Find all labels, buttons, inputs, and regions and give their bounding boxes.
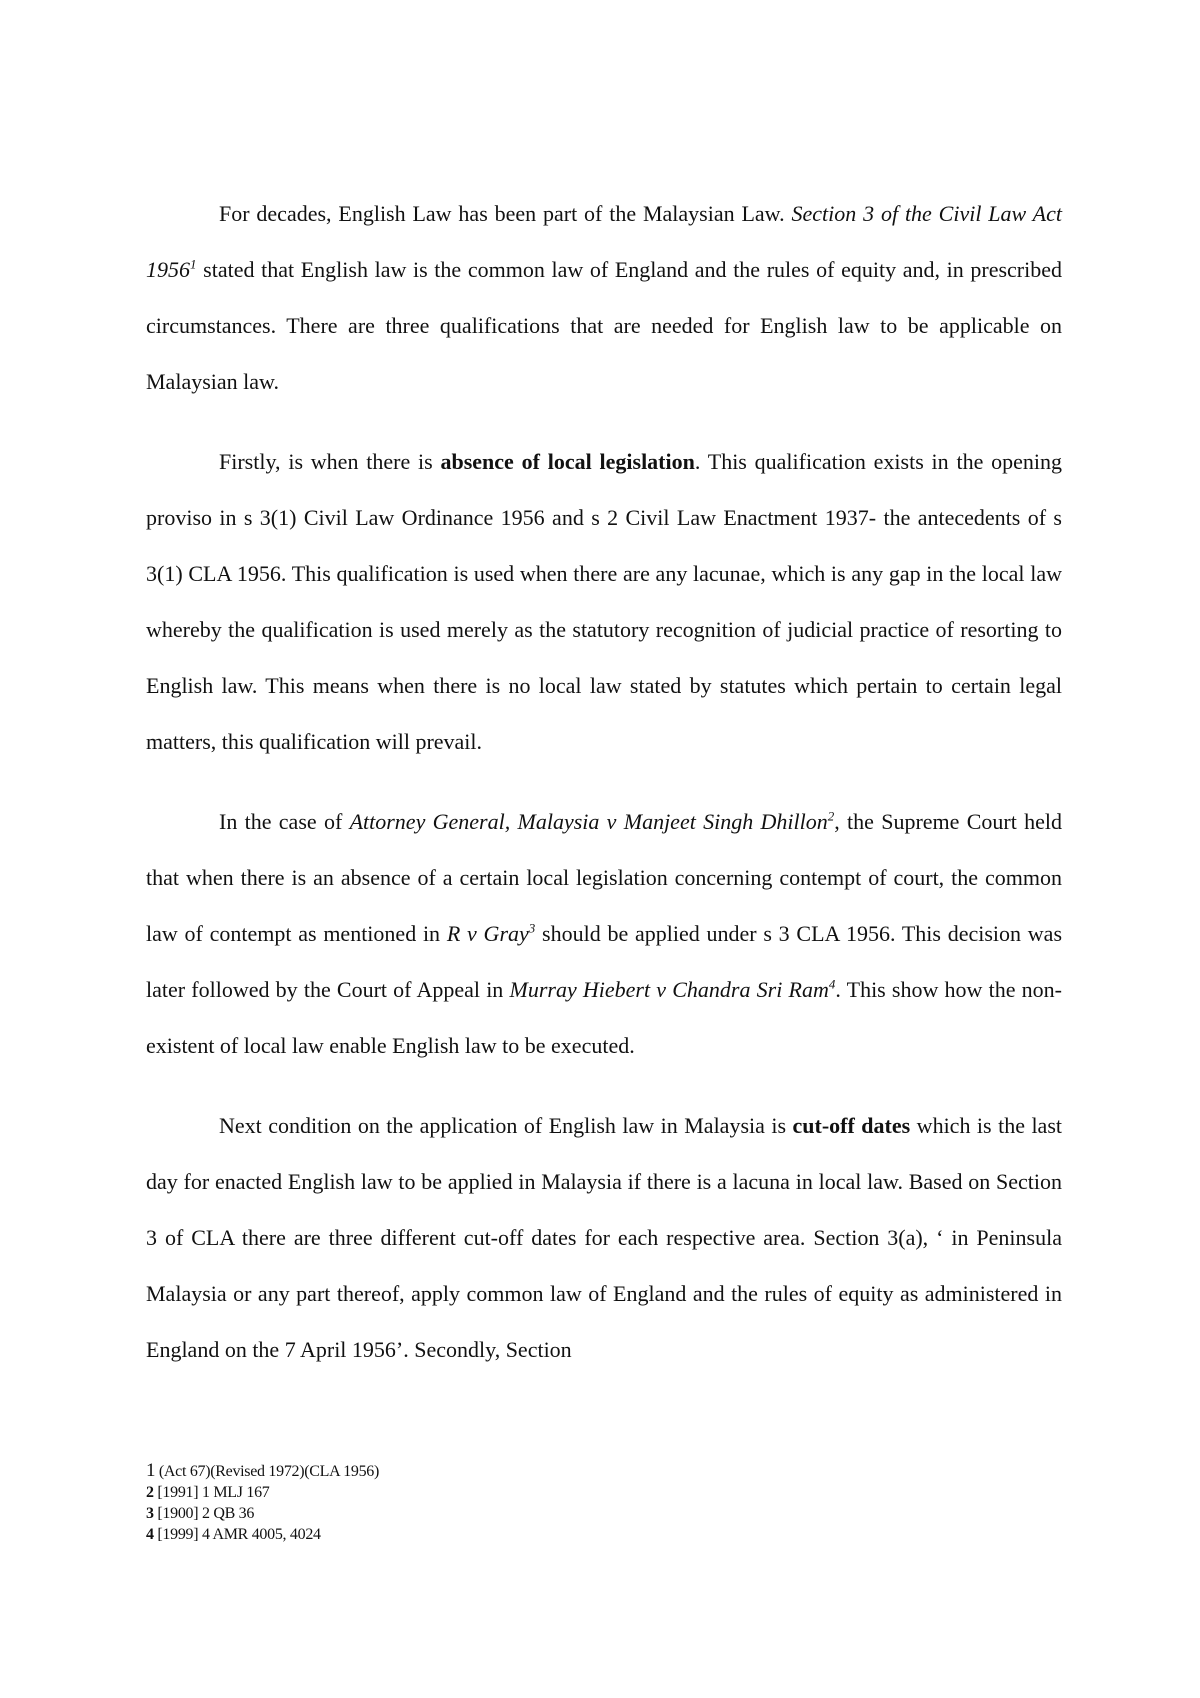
footnote-text: [1900] 2 QB 36	[153, 1505, 255, 1522]
footnotes	[146, 1460, 1046, 1545]
footnote-text: [1991] 1 MLJ 167	[153, 1484, 270, 1501]
footnote-ref-1[interactable]: 1	[190, 256, 197, 272]
footnote-ref-4[interactable]: 4	[828, 976, 836, 992]
footnote-text: (Act 67)(Revised 1972)(CLA 1956)	[155, 1463, 380, 1480]
footnote-2	[146, 1482, 1046, 1503]
text-run: For decades, English Law has been part of the Malaysian Law.	[219, 201, 792, 226]
text-run: stated that English law is the common law of England and the rules of equity and, in prescribed circumstances. There are three qualifications that are needed for English law to be applicable on Malaysian law.	[146, 257, 1062, 394]
footnote-number: 4	[146, 1526, 154, 1543]
text-run: Next condition on the application of English law in Malaysia is	[219, 1113, 793, 1138]
text-run: . This qualification exists in the opening proviso in s 3(1) Civil Law Ordinance 1956 and s 2 Civil Law Enactment 1937- the antecedents of s 3(1) CLA 1956. This qualification is used when there are any lacunae, which is any gap in the local law whereby the qualification is used merely as the statutory recognition of judicial practice of resorting to English law. This means when there is no local law stated by statutes which pertain to certain legal matters, this qualification will prevail.	[146, 449, 1063, 754]
footnote-ref-3[interactable]: 3	[528, 920, 536, 936]
footnote-3	[146, 1503, 1046, 1524]
text-run: . This show how the non-existent of local law enable English law to be executed.	[146, 977, 1063, 1058]
paragraph-4	[146, 1098, 1062, 1378]
body-text	[146, 186, 1062, 1378]
paragraph-2	[146, 434, 1062, 770]
text-run: In the case of	[219, 809, 350, 834]
paragraph-3	[146, 794, 1062, 1074]
footnote-number: 1	[146, 1460, 156, 1481]
bold-term: cut-off dates	[792, 1113, 911, 1138]
case-citation: Attorney General, Malaysia v Manjeet Singh Dhillon	[349, 809, 828, 834]
paragraph-1	[146, 186, 1062, 410]
footnote-number: 2	[146, 1484, 154, 1501]
text-run: should be applied under s 3 CLA 1956. This decision was later followed by the Court of Appeal in	[146, 921, 1062, 1002]
text-run: which is the last day for enacted English law to be applied in Malaysia if there is a lacuna in local law. Based on Section 3 of CLA there are three different cut-off dates for each respective area. Section 3(a), ‘ in Peninsula Malaysia or any part thereof, apply common law of England and the rules of equity as administered in England on the 7 April 1956’. Secondly, Section	[146, 1113, 1062, 1362]
footnote-text: [1999] 4 AMR 4005, 4024	[153, 1526, 321, 1543]
bold-term: absence of local legislation	[440, 449, 695, 474]
footnote-1	[146, 1460, 1046, 1482]
footnote-4	[146, 1524, 1046, 1545]
footnote-number: 3	[146, 1505, 154, 1522]
text-run: , the Supreme Court held that when there is an absence of a certain local legislation concerning contempt of court, the common law of contempt as mentioned in	[146, 809, 1062, 946]
footnote-ref-2[interactable]: 2	[827, 808, 835, 824]
statute-citation: Section 3 of the Civil Law Act 1956	[146, 201, 1062, 282]
case-citation: Murray Hiebert v Chandra Sri Ram	[509, 977, 829, 1002]
case-citation: R v Gray	[446, 921, 529, 946]
text-run: Firstly, is when there is	[219, 449, 441, 474]
